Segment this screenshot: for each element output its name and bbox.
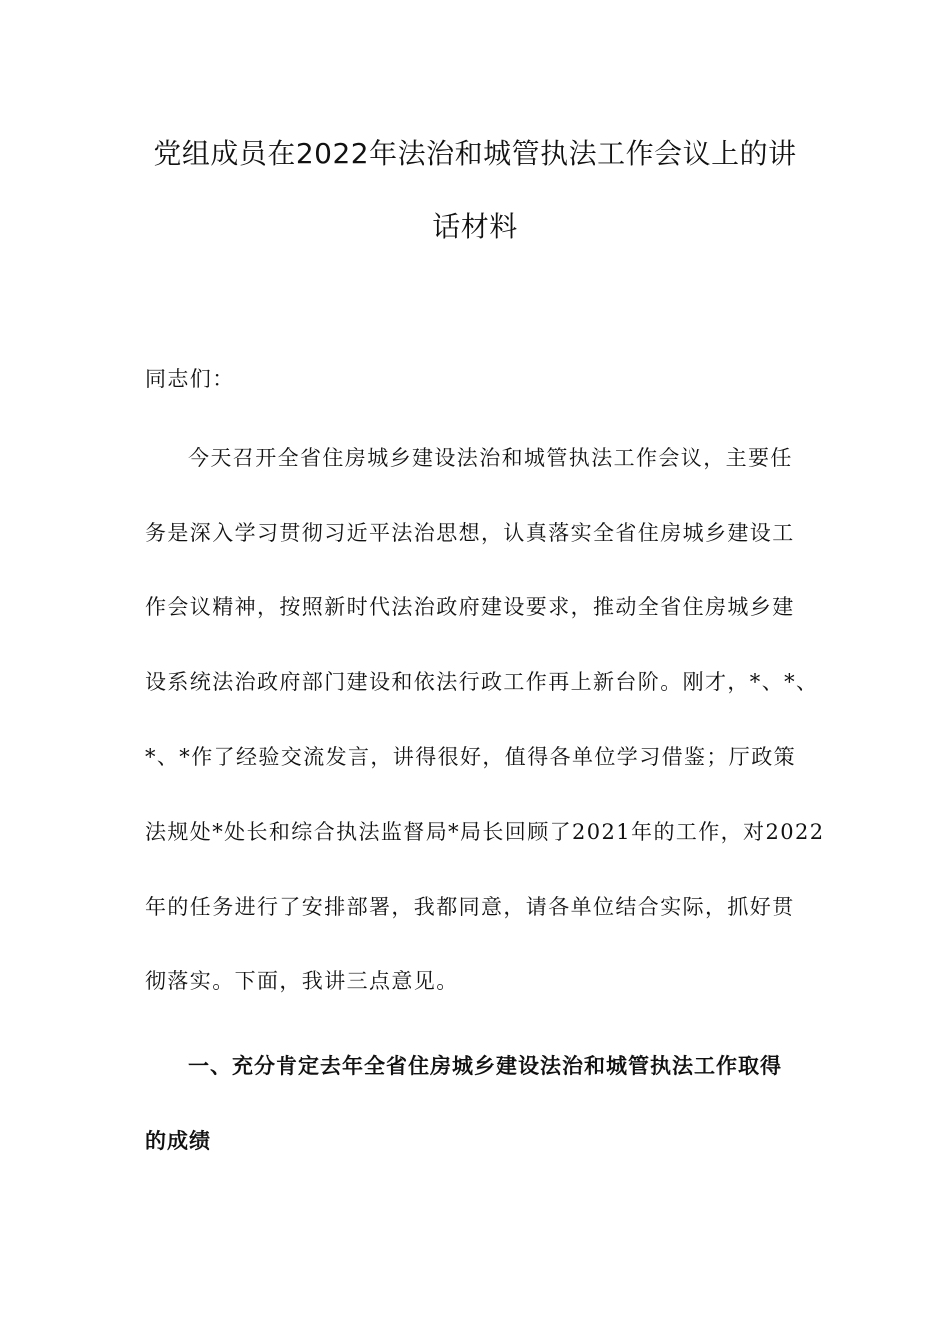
- section-heading-line-2: 的成绩: [145, 1129, 211, 1153]
- paragraph-line: 设系统法治政府部门建设和依法行政工作再上新台阶。刚才，*、*、: [145, 670, 819, 694]
- paragraph-line: 作会议精神，按照新时代法治政府建设要求，推动全省住房城乡建: [145, 595, 795, 619]
- paragraph-line: 今天召开全省住房城乡建设法治和城管执法工作会议，主要任: [188, 446, 793, 470]
- section-heading-line-1: 一、充分肯定去年全省住房城乡建设法治和城管执法工作取得: [188, 1054, 782, 1078]
- paragraph-line: 年的任务进行了安排部署，我都同意，请各单位结合实际，抓好贯: [145, 895, 795, 919]
- paragraph-line: 法规处*处长和综合执法监督局*局长回顾了2021年的工作，对2022: [145, 820, 825, 844]
- paragraph-line: 务是深入学习贯彻习近平法治思想，认真落实全省住房城乡建设工: [145, 521, 795, 545]
- document-title-line-2: 话材料: [432, 210, 518, 243]
- paragraph-line: 彻落实。下面，我讲三点意见。: [145, 969, 459, 993]
- document-title-line-1: 党组成员在2022年法治和城管执法工作会议上的讲: [153, 137, 797, 170]
- paragraph-line: *、*作了经验交流发言，讲得很好，值得各单位学习借鉴；厅政策: [145, 745, 796, 769]
- salutation: 同志们：: [145, 367, 235, 391]
